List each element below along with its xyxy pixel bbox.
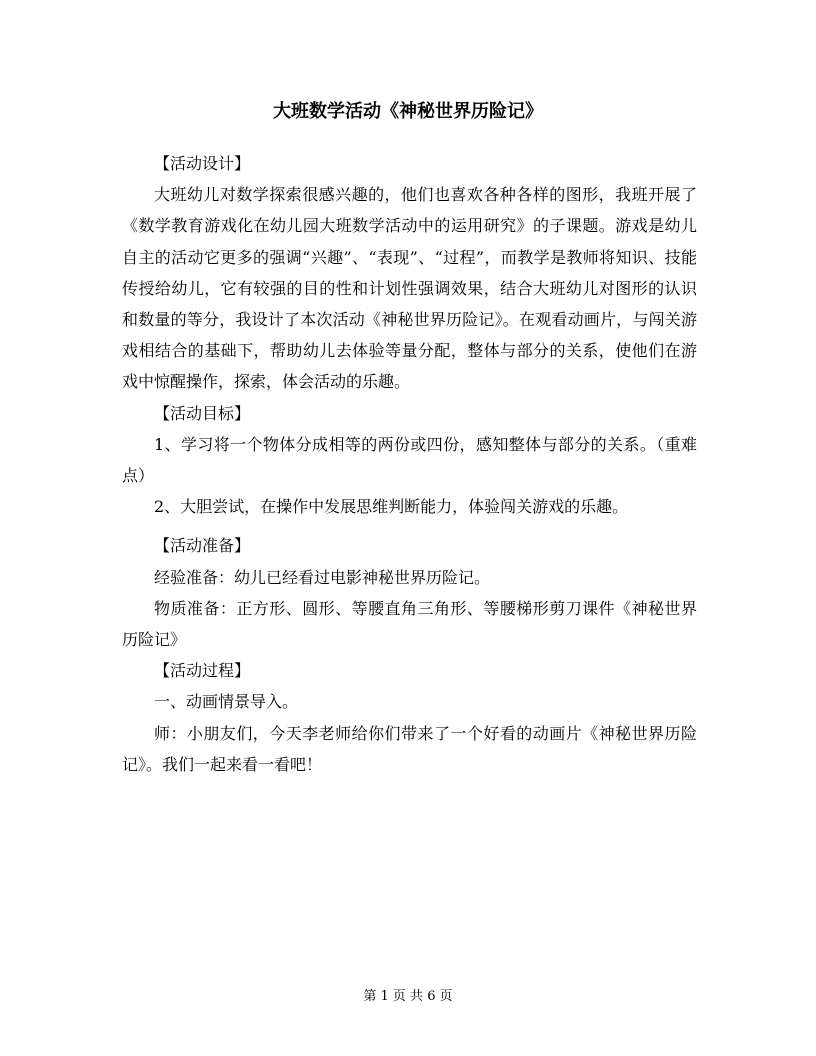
section-heading-design: 【活动设计】 bbox=[154, 154, 251, 173]
paragraph-design: 大班幼儿对数学探索很感兴趣的，他们也喜欢各种各样的图形，我班开展了《数学教育游戏化在幼儿园大班数学活动中的运用研究》的子课题。游戏是幼儿自主的活动它更多的强调“兴趣”、“表现”、“过程”，而教学是教师将知识、技能传授给幼儿，它有较强的目的性和计划性强调效果，结合大班幼儿对图形的认识和数量的等分，我设计了本次活动《神秘世界历险记》。在观看动画片，与闯关游戏相结合的基础下，帮助幼儿去体验等量分配，整体与部分的关系，使他们在游戏中惊醒操作，探索，体会活动的乐趣。 bbox=[122, 185, 697, 392]
page-footer bbox=[0, 988, 816, 1006]
document-title: 大班数学活动《神秘世界历险记》 bbox=[273, 101, 543, 122]
paragraph-goal-2: 2、大胆尝试，在操作中发展思维判断能力，体验闯关游戏的乐趣。 bbox=[154, 497, 629, 517]
paragraph-material-prep: 物质准备：正方形、圆形、等腰直角三角形、等腰梯形剪刀课件《神秘世界历险记》 bbox=[122, 598, 697, 650]
paragraph-goal-1: 1、学习将一个物体分成相等的两份或四份，感知整体与部分的关系。（重难点） bbox=[122, 434, 697, 486]
paragraph-teacher-intro: 师：小朋友们，今天李老师给你们带来了一个好看的动画片《神秘世界历险记》。我们一起来看一看吧！ bbox=[122, 723, 697, 774]
section-heading-preparation: 【活动准备】 bbox=[154, 536, 251, 556]
paragraph-step-1: 一、动画情景导入。 bbox=[154, 692, 299, 712]
page-number-label: 第 1 页 共 6 页 bbox=[363, 989, 453, 1004]
document-body bbox=[122, 148, 697, 780]
section-heading-process: 【活动过程】 bbox=[154, 661, 251, 681]
section-heading-goals: 【活动目标】 bbox=[154, 403, 251, 423]
paragraph-experience-prep: 经验准备：幼儿已经看过电影神秘世界历险记。 bbox=[154, 567, 491, 587]
